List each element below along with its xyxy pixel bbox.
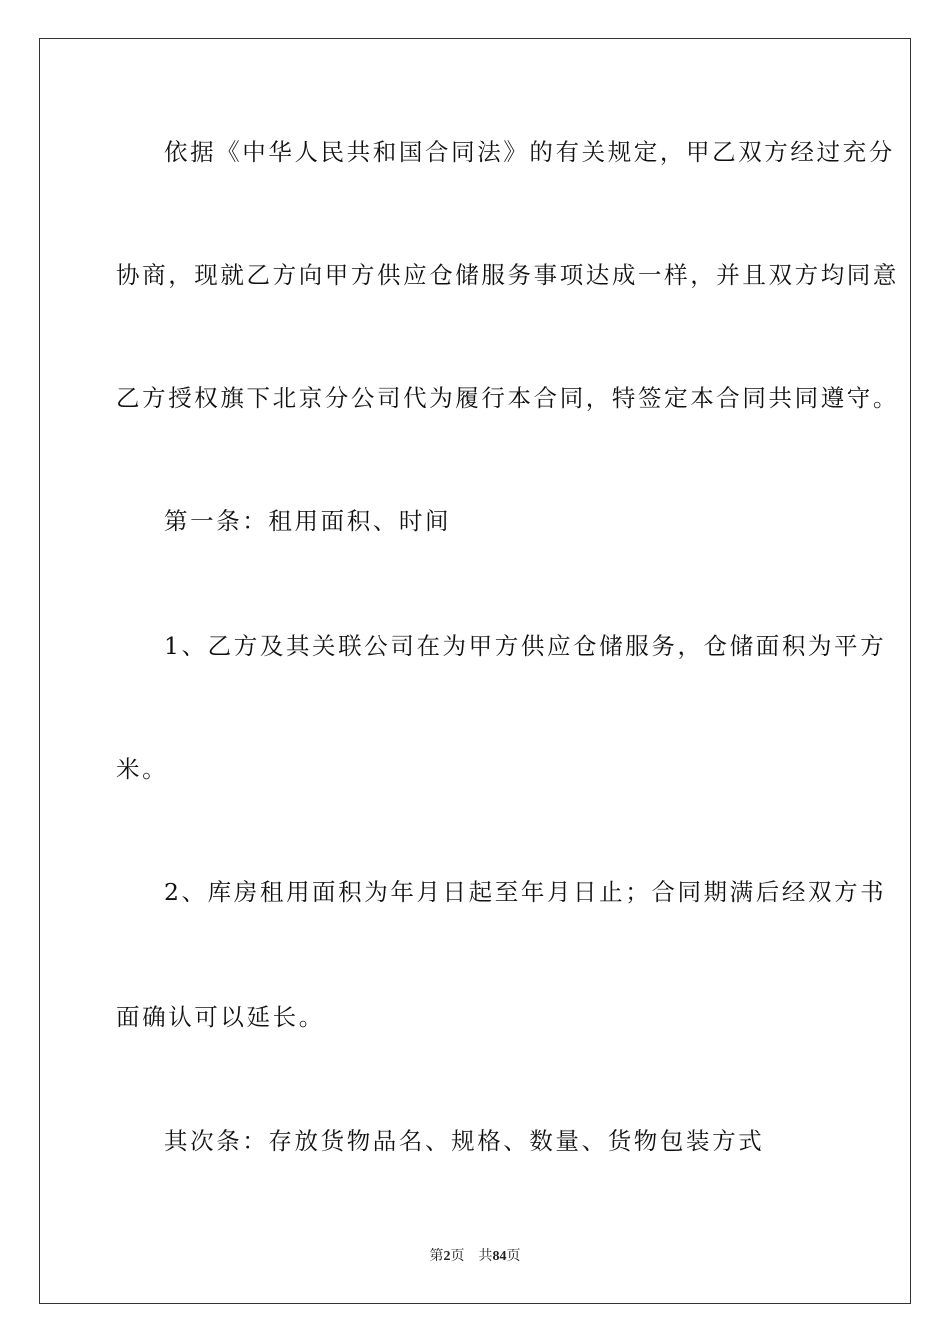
article-2-heading: 其次条：存放货物品名、规格、数量、货物包装方式 <box>164 1127 765 1155</box>
page-border <box>39 38 911 1304</box>
page-suffix: 页 <box>450 1249 465 1264</box>
clause-2-line-1: 2、库房租用面积为年月日起至年月日止；合同期满后经双方书 <box>164 878 887 906</box>
article-1-heading: 第一条：租用面积、时间 <box>164 507 452 535</box>
page-number: 2 <box>443 1249 451 1264</box>
page-prefix: 第 <box>429 1249 444 1264</box>
total-pages: 84 <box>492 1249 507 1264</box>
paragraph-line-3: 乙方授权旗下北京分公司代为履行本合同，特签定本合同共同遵守。 <box>116 384 899 412</box>
page-footer <box>0 1248 950 1266</box>
total-prefix: 共 <box>478 1249 493 1264</box>
clause-1-line-2: 米。 <box>116 755 169 783</box>
paragraph-line-1: 依据《中华人民共和国合同法》的有关规定，甲乙双方经过充分 <box>164 138 895 166</box>
clause-2-line-2: 面确认可以延长。 <box>116 1003 325 1031</box>
paragraph-line-2: 协商，现就乙方向甲方供应仓储服务事项达成一样，并且双方均同意 <box>116 261 899 289</box>
total-suffix: 页 <box>506 1249 521 1264</box>
clause-1-line-1: 1、乙方及其关联公司在为甲方供应仓储服务，仓储面积为平方 <box>164 632 887 660</box>
